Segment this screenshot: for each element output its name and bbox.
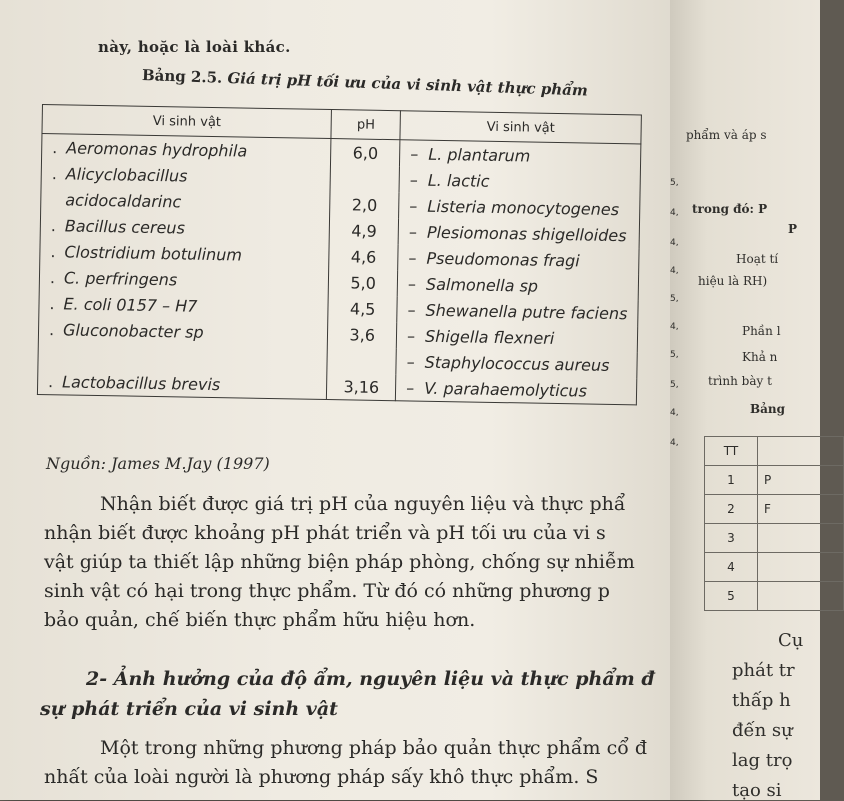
right-text-line: hiệu là RH): [698, 274, 768, 288]
table-row: 2 F: [705, 495, 844, 524]
ph-cell: 5,0: [329, 269, 398, 296]
table-row: 3: [705, 524, 844, 553]
heading-line: sự phát triển của vi sinh vật: [40, 698, 338, 720]
right-header-tt: TT: [705, 437, 758, 466]
edge-number: 5,: [670, 294, 679, 304]
organism-cell-2: – Listeria monocytogenes: [399, 192, 640, 222]
ph-table: [37, 104, 642, 405]
organism-cell: . Bacillus cereus: [40, 212, 330, 243]
edge-number: 4,: [670, 238, 679, 248]
ph-cell: 4,9: [330, 217, 399, 244]
header-ph: pH: [331, 110, 400, 140]
table-caption: [142, 66, 588, 100]
ph-cell: 4,5: [328, 295, 397, 322]
right-text-line: trong đó: P: [692, 202, 768, 216]
header-organism-2: Vi sinh vật: [400, 111, 641, 144]
paragraph-line: Một trong những phương pháp bảo quản thực phẩm cổ đ: [100, 737, 648, 759]
right-text-line: P: [788, 222, 798, 236]
table-row: 5: [705, 582, 844, 611]
ph-cell: 3,6: [328, 321, 397, 348]
right-text-line: Phần l: [742, 324, 781, 338]
right-text-line: phát tr: [732, 660, 795, 681]
section-heading: [40, 664, 720, 724]
right-text-line: trình bày t: [708, 374, 772, 388]
organism-cell-2: – L. lactic: [399, 166, 640, 196]
organism-cell-2: – Staphylococcus aureus: [396, 348, 637, 378]
table-source: Nguồn: James M.Jay (1997): [46, 454, 270, 473]
right-text-line: lag trọ: [732, 750, 793, 771]
right-text-line: Khả n: [742, 350, 778, 364]
edge-number: 5,: [670, 178, 679, 188]
edge-number: 4,: [670, 322, 679, 332]
right-text-line: Hoạt tí: [736, 252, 779, 266]
paragraph-line: sinh vật có hại trong thực phẩm. Từ đó có những phương p: [44, 580, 610, 602]
paragraph-line: vật giúp ta thiết lập những biện pháp phòng, chống sự nhiễm: [44, 551, 635, 573]
organism-cell-2: – Shigella flexneri: [396, 322, 637, 352]
ph-cell: [330, 165, 399, 192]
body-paragraph: [44, 490, 724, 635]
heading-line: 2- Ảnh hưởng của độ ẩm, nguyên liệu và thực phẩm đ: [86, 668, 655, 690]
body-paragraph-2: [44, 734, 724, 792]
paragraph-line: nhất của loài người là phương pháp sấy khô thực phẩm. S: [44, 766, 599, 788]
right-text-line: phẩm và áp s: [686, 128, 767, 142]
organism-cell-2: – L. plantarum: [400, 140, 641, 171]
caption-text: Giá trị pH tối ưu của vi sinh vật thực phẩm: [227, 68, 589, 100]
organism-cell: acidocaldarinc: [41, 186, 331, 217]
organism-cell-2: – Plesiomonas shigelloides: [398, 218, 639, 248]
edge-number: 4,: [670, 266, 679, 276]
ph-cell: 2,0: [330, 191, 399, 218]
ph-cell: [327, 347, 396, 374]
organism-cell-2: – Pseudomonas fragi: [398, 244, 639, 274]
organism-cell: . C. perfringens: [39, 264, 329, 295]
organism-cell: . E. coli 0157 – H7: [39, 290, 329, 321]
organism-cell: . Alicyclobacillus: [41, 160, 331, 191]
organism-cell-2: – Shewanella putre faciens: [397, 296, 638, 326]
edge-number: 4,: [670, 438, 679, 448]
paragraph-line: bảo quản, chế biến thực phẩm hữu hiệu hơn.: [44, 609, 476, 631]
table-row: 4: [705, 553, 844, 582]
paragraph-line: Nhận biết được giá trị pH của nguyên liệu và thực phẩ: [100, 493, 626, 515]
edge-number: 5,: [670, 380, 679, 390]
ph-cell: 4,6: [329, 243, 398, 270]
right-page: [670, 0, 820, 800]
ph-cell: 3,16: [327, 373, 396, 401]
organism-cell: . Gluconobacter sp: [38, 316, 328, 347]
organism-cell-2: – Salmonella sp: [397, 270, 638, 300]
edge-number: 4,: [670, 408, 679, 418]
organism-cell-2: – V. parahaemolyticus: [395, 374, 636, 405]
caption-lead: Bảng 2.5.: [141, 66, 223, 87]
right-text-line: thấp h: [732, 690, 791, 711]
right-text-line: tạo si: [732, 780, 782, 801]
table-row: 1 P: [705, 466, 844, 495]
right-text-line: đến sự: [732, 720, 793, 741]
paragraph-line: nhận biết được khoảng pH phát triển và pH tối ưu của vi s: [44, 522, 606, 544]
header-organism: Vi sinh vật: [42, 105, 332, 139]
right-table: [704, 436, 844, 611]
organism-cell: . Lactobacillus brevis: [37, 368, 327, 400]
right-table-header: [705, 437, 844, 466]
top-line: này, hoặc là loài khác.: [98, 38, 291, 56]
edge-number: 5,: [670, 350, 679, 360]
right-text-line: Bảng: [750, 402, 786, 416]
right-header-2: [758, 437, 844, 466]
right-text-line: Cụ: [778, 630, 804, 651]
ph-cell: 6,0: [331, 139, 400, 167]
organism-cell: . Clostridium botulinum: [40, 238, 330, 269]
edge-number: 4,: [670, 208, 679, 218]
organism-cell: . Aeromonas hydrophila: [42, 134, 332, 166]
